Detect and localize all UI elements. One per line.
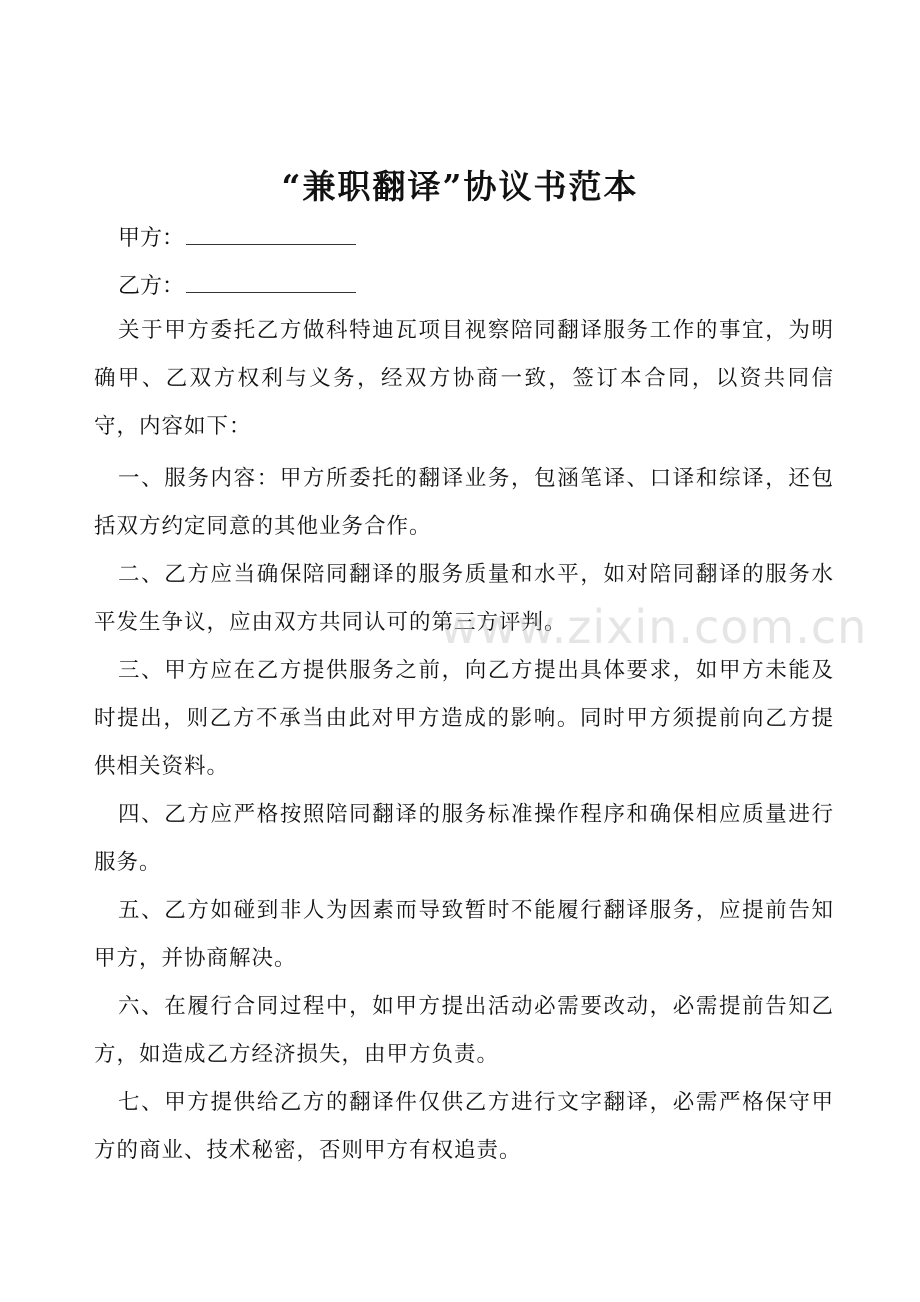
party-b-line [118,272,356,301]
clause-6: 六、在履行合同过程中，如甲方提出活动必需要改动，必需提前告知乙方，如造成乙方经济损失，由甲方负责。 [94,994,834,1067]
clause-2: 二、乙方应当确保陪同翻译的服务质量和水平，如对陪同翻译的服务水平发生争议，应由双方共同认可的第三方评判。 [94,562,834,635]
clause-4: 四、乙方应严格按照陪同翻译的服务标准操作程序和确保相应质量进行服务。 [94,802,834,875]
clause-1: 一、服务内容：甲方所委托的翻译业务，包涵笔译、口译和综译，还包括双方约定同意的其他业务合作。 [94,466,834,539]
clause-7: 七、甲方提供给乙方的翻译件仅供乙方进行文字翻译，必需严格保守甲方的商业、技术秘密，否则甲方有权追责。 [94,1090,834,1163]
party-b-label: 乙方： [118,274,185,299]
clause-3: 三、甲方应在乙方提供服务之前，向乙方提出具体要求，如甲方未能及时提出，则乙方不承当由此对甲方造成的影响。同时甲方须提前向乙方提供相关资料。 [94,658,834,779]
intro-paragraph: 关于甲方委托乙方做科特迪瓦项目视察陪同翻译服务工作的事宜，为明确甲、乙双方权利与义务，经双方协商一致，签订本合同，以资共同信守，内容如下： [94,318,834,439]
party-a-line [118,224,356,253]
party-a-blank [186,224,356,245]
party-a-label: 甲方： [118,226,185,251]
watermark: www.zixin.com.cn [440,600,868,654]
document-title: “兼职翻译”协议书范本 [281,167,639,206]
clause-5: 五、乙方如碰到非人为因素而导致暂时不能履行翻译服务，应提前告知甲方，并协商解决。 [94,898,834,971]
party-b-blank [186,272,356,293]
